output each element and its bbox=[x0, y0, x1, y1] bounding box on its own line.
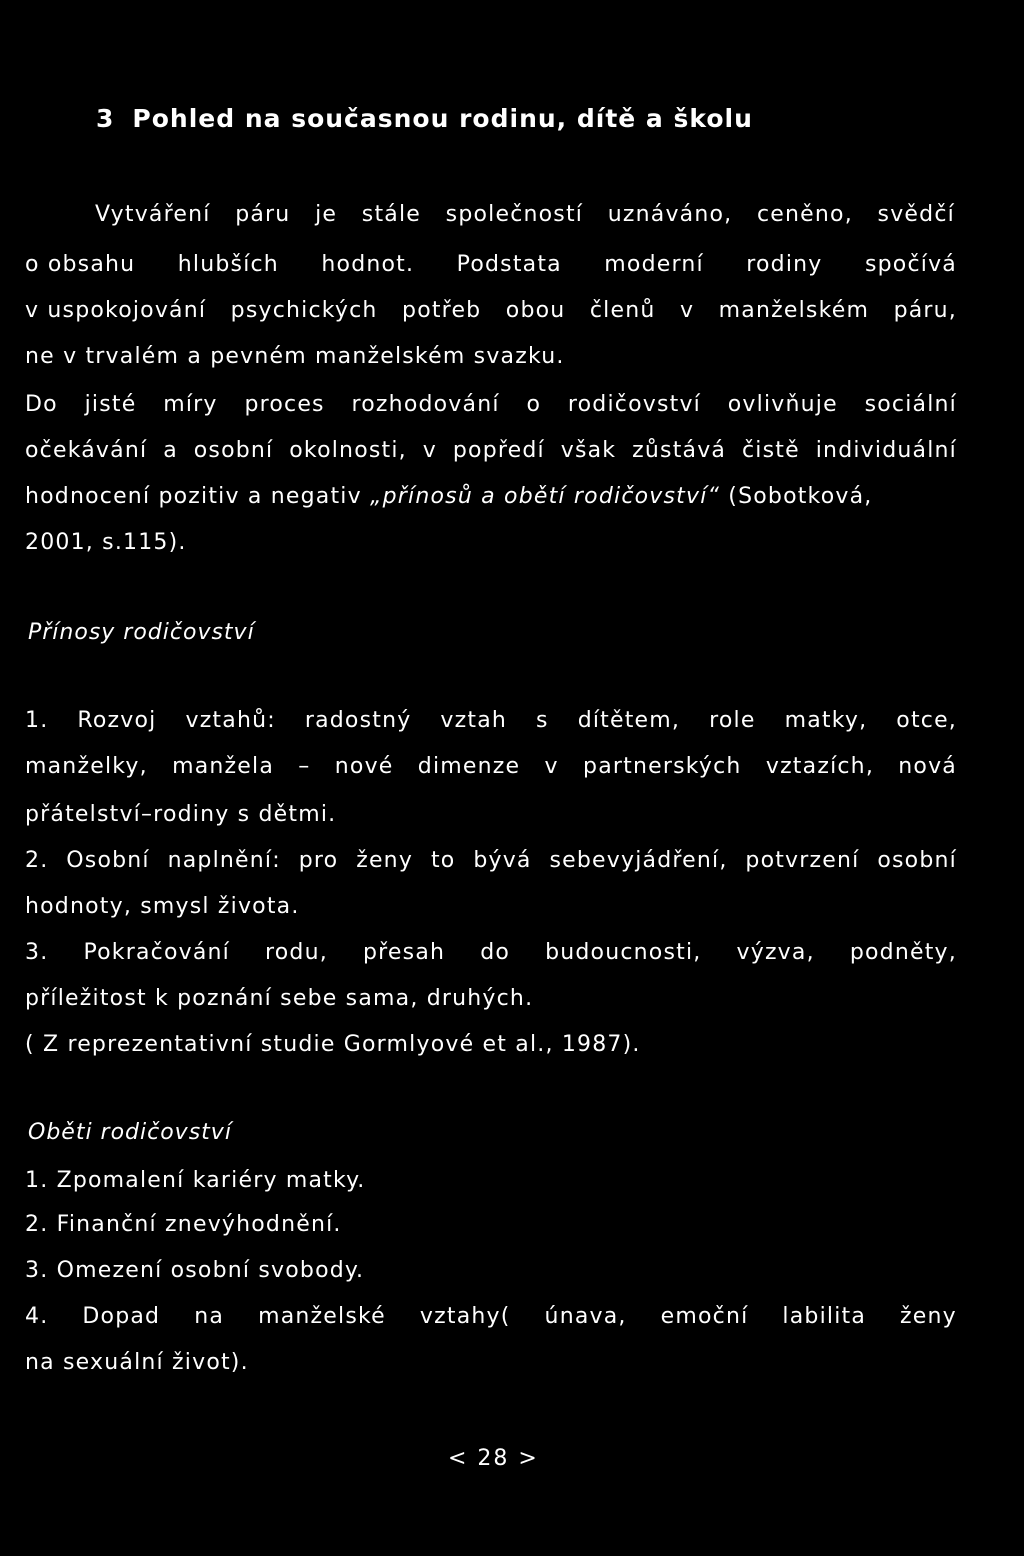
word: okolnosti, bbox=[289, 438, 407, 463]
word: rodičovství bbox=[567, 392, 701, 417]
word: společností bbox=[445, 202, 584, 227]
p2-line-1 bbox=[25, 390, 957, 420]
p1-line-4: ne v trvalém a pevném manželském svazku. bbox=[25, 344, 565, 369]
benefit-3-line-2: příležitost k poznání sebe sama, druhých. bbox=[25, 986, 534, 1011]
word: rodiny bbox=[746, 252, 823, 277]
word: rodu, bbox=[265, 940, 328, 965]
sacrifices-heading: Oběti rodičovství bbox=[28, 1120, 232, 1145]
word: – bbox=[298, 754, 311, 779]
benefit-3-line-1 bbox=[25, 938, 957, 968]
word: únava, bbox=[544, 1304, 627, 1329]
word: hlubších bbox=[177, 252, 279, 277]
p1-line-1 bbox=[95, 200, 955, 230]
word: s bbox=[536, 708, 549, 733]
word: páru bbox=[235, 202, 291, 227]
word: Osobní bbox=[66, 848, 150, 873]
word: popředí bbox=[452, 438, 545, 463]
word: uznáváno, bbox=[607, 202, 733, 227]
word: proces bbox=[244, 392, 325, 417]
p1-line-3 bbox=[25, 296, 957, 326]
word: ženy bbox=[900, 1304, 957, 1329]
quoted-phrase: „přínosů a obětí rodičovství“ bbox=[370, 484, 721, 509]
word: manželském bbox=[718, 298, 870, 323]
benefits-heading: Přínosy rodičovství bbox=[28, 620, 255, 645]
word: o bbox=[526, 392, 542, 417]
word: potvrzení bbox=[745, 848, 860, 873]
word: naplnění: bbox=[167, 848, 281, 873]
word: hodnot. bbox=[321, 252, 415, 277]
benefit-2-line-2: hodnoty, smysl života. bbox=[25, 894, 300, 919]
word: budoucnosti, bbox=[545, 940, 702, 965]
word: vztahů: bbox=[185, 708, 276, 733]
benefit-2-line-1 bbox=[25, 846, 957, 876]
word: otce, bbox=[896, 708, 957, 733]
word: v bbox=[679, 298, 695, 323]
word: výzva, bbox=[736, 940, 815, 965]
word: vztazích, bbox=[765, 754, 875, 779]
word: páru, bbox=[893, 298, 957, 323]
word: sociální bbox=[864, 392, 957, 417]
word: osobní bbox=[193, 438, 274, 463]
word: čistě bbox=[742, 438, 800, 463]
word: Vytváření bbox=[95, 202, 211, 227]
p2-line-3-start: hodnocení pozitiv a negativ bbox=[25, 484, 371, 509]
word: dimenze bbox=[417, 754, 521, 779]
word: na bbox=[194, 1304, 225, 1329]
word: svědčí bbox=[877, 202, 955, 227]
word: vztahy( bbox=[419, 1304, 511, 1329]
word: individuální bbox=[815, 438, 957, 463]
benefits-source: ( Z reprezentativní studie Gormlyové et al., 1987). bbox=[25, 1032, 641, 1057]
word: do bbox=[480, 940, 511, 965]
word: očekávání bbox=[25, 438, 148, 463]
word: 1. bbox=[25, 708, 49, 733]
word: spočívá bbox=[864, 252, 957, 277]
word: Rozvoj bbox=[77, 708, 157, 733]
word: sebevyjádření, bbox=[549, 848, 728, 873]
word: o obsahu bbox=[25, 252, 136, 277]
p2-line-3 bbox=[25, 482, 957, 512]
word: nová bbox=[898, 754, 957, 779]
word: a bbox=[163, 438, 178, 463]
word: však bbox=[560, 438, 617, 463]
word: 4. bbox=[25, 1304, 49, 1329]
word: vztah bbox=[440, 708, 508, 733]
word: psychických bbox=[230, 298, 378, 323]
word: ceněno, bbox=[757, 202, 853, 227]
p1-line-2 bbox=[25, 250, 957, 280]
benefit-1-line-2 bbox=[25, 752, 957, 782]
word: osobní bbox=[877, 848, 957, 873]
word: to bbox=[430, 848, 456, 873]
word: radostný bbox=[304, 708, 412, 733]
word: Pokračování bbox=[83, 940, 230, 965]
word: manželky, bbox=[25, 754, 148, 779]
word: rozhodování bbox=[351, 392, 500, 417]
word: podněty, bbox=[849, 940, 957, 965]
word: bývá bbox=[473, 848, 532, 873]
word: Dopad bbox=[82, 1304, 161, 1329]
word: 2. bbox=[25, 848, 49, 873]
word: zůstává bbox=[632, 438, 727, 463]
word: dítětem, bbox=[577, 708, 681, 733]
word: přesah bbox=[363, 940, 446, 965]
word: Do bbox=[25, 392, 58, 417]
word: stále bbox=[361, 202, 422, 227]
word: potřeb bbox=[402, 298, 482, 323]
chapter-heading bbox=[96, 104, 753, 133]
word: emoční bbox=[660, 1304, 749, 1329]
word: ženy bbox=[356, 848, 414, 873]
word: manželské bbox=[258, 1304, 386, 1329]
word: jisté bbox=[84, 392, 137, 417]
word: labilita bbox=[782, 1304, 867, 1329]
benefit-1-line-1 bbox=[25, 706, 957, 736]
word: v bbox=[422, 438, 437, 463]
word: obou bbox=[505, 298, 566, 323]
word: v uspokojování bbox=[25, 298, 207, 323]
benefit-1-line-3: přátelství–rodiny s dětmi. bbox=[25, 802, 337, 827]
word: Podstata bbox=[456, 252, 562, 277]
chapter-number: 3 bbox=[96, 104, 115, 133]
sacrifice-4-line-1 bbox=[25, 1302, 957, 1332]
sacrifice-4-line-2: na sexuální život). bbox=[25, 1350, 249, 1375]
word: míry bbox=[163, 392, 218, 417]
p2-line-3-end: (Sobotková, bbox=[720, 484, 873, 509]
word: pro bbox=[298, 848, 339, 873]
p2-line-4: 2001, s.115). bbox=[25, 530, 187, 555]
p2-line-2 bbox=[25, 436, 957, 466]
word: role bbox=[709, 708, 756, 733]
word: v bbox=[544, 754, 559, 779]
word: nové bbox=[334, 754, 394, 779]
word: matky, bbox=[784, 708, 868, 733]
word: ovlivňuje bbox=[727, 392, 838, 417]
word: moderní bbox=[604, 252, 704, 277]
word: manžela bbox=[172, 754, 275, 779]
word: členů bbox=[589, 298, 656, 323]
sacrifice-3: 3. Omezení osobní svobody. bbox=[25, 1258, 365, 1283]
sacrifice-2: 2. Finanční znevýhodnění. bbox=[25, 1212, 342, 1237]
sacrifice-1: 1. Zpomalení kariéry matky. bbox=[25, 1168, 366, 1193]
word: partnerských bbox=[583, 754, 742, 779]
word: je bbox=[315, 202, 338, 227]
word: 3. bbox=[25, 940, 49, 965]
page-number: < 28 > bbox=[448, 1446, 539, 1471]
chapter-title: Pohled na současnou rodinu, dítě a školu bbox=[132, 104, 753, 133]
